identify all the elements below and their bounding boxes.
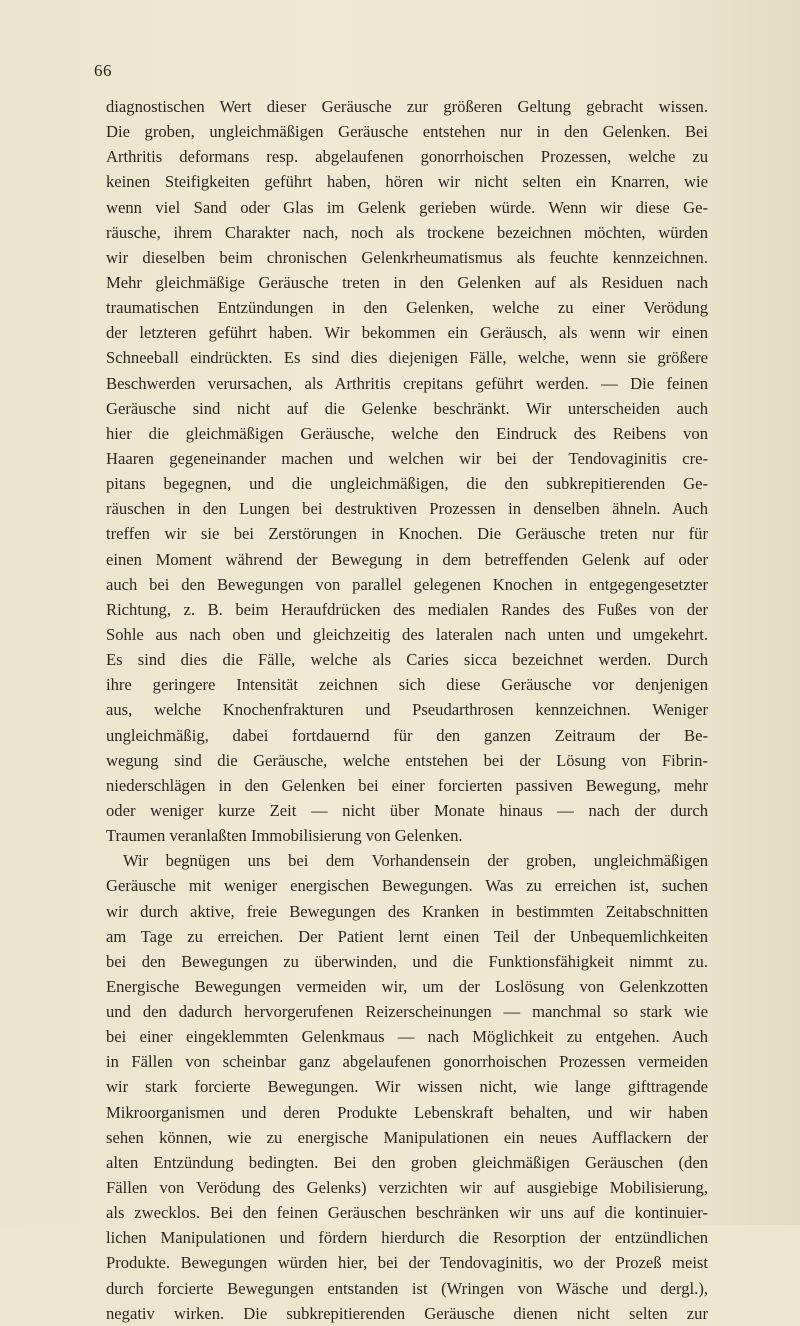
text-line: ihre geringere Intensität zeichnen sich diese Geräusche vor denjenigen (106, 675, 708, 695)
text-line: der letzteren geführt haben. Wir bekommen ein Geräusch, als wenn wir einen (106, 323, 708, 343)
text-line: Geräusche sind nicht auf die Gelenke beschränkt. Wir unterscheiden auch (106, 398, 708, 418)
text-line: alten Entzündung bedingten. Bei den groben gleichmäßigen Geräuschen (den (106, 1152, 708, 1172)
text-line: traumatischen Entzündungen in den Gelenken, welche zu einer Verödung (106, 298, 708, 318)
text-line: Mehr gleichmäßige Geräusche treten in den Gelenken auf als Residuen nach (106, 272, 708, 292)
text-line: niederschlägen in den Gelenken bei einer forcierten passiven Bewegung, mehr (106, 775, 708, 795)
text-line: Produkte. Bewegungen würden hier, bei der Tendovaginitis, wo der Prozeß meist (106, 1253, 708, 1273)
text-line: ungleichmäßig, dabei fortdauernd für den ganzen Zeitraum der Be- (106, 725, 708, 745)
text-line: wegung sind die Geräusche, welche entstehen bei der Lösung von Fibrin- (106, 750, 708, 770)
text-line: räusche, ihrem Charakter nach, noch als trockene bezeichnen möchten, würden (106, 222, 708, 242)
text-line: hier die gleichmäßigen Geräusche, welche den Eindruck des Reibens von (106, 423, 708, 443)
text-line: und den dadurch hervorgerufenen Reizerscheinungen — manchmal so stark wie (106, 1002, 708, 1022)
text-line: Sohle aus nach oben und gleichzeitig des lateralen nach unten und umgekehrt. (106, 624, 708, 644)
text-line: wir stark forcierte Bewegungen. Wir wissen nicht, wie lange gifttragende (106, 1077, 708, 1097)
text-line: Arthritis deformans resp. abgelaufenen gonorrhoischen Prozessen, welche zu (106, 147, 708, 167)
text-line: durch forcierte Bewegungen entstanden ist (Wringen von Wäsche und dergl.), (106, 1278, 708, 1298)
text-line: pitans begegnen, und die ungleichmäßigen, die den subkrepitierenden Ge- (106, 474, 708, 494)
text-line: keinen Steifigkeiten geführt haben, hören wir nicht selten ein Knarren, wie (106, 172, 708, 192)
text-line: bei einer eingeklemmten Gelenkmaus — nach Möglichkeit zu entgehen. Auch (106, 1027, 708, 1047)
text-line: als zwecklos. Bei den feinen Geräuschen beschränken wir uns auf die kontinuier- (106, 1203, 708, 1223)
text-line: Haaren gegeneinander machen und welchen wir bei der Tendovaginitis cre- (106, 448, 708, 468)
text-line: wenn viel Sand oder Glas im Gelenk gerieben würde. Wenn wir diese Ge- (106, 197, 708, 217)
text-line: räuschen in den Lungen bei destruktiven Prozessen in denselben ähneln. Auch (106, 499, 708, 519)
text-line: Beschwerden verursachen, als Arthritis crepitans geführt werden. — Die feinen (106, 373, 708, 393)
paragraph-start-line: Wir begnügen uns bei dem Vorhandensein der groben, ungleichmäßigen (123, 851, 708, 871)
text-line: wir dieselben beim chronischen Gelenkrheumatismus als feuchte kennzeichnen. (106, 247, 708, 267)
text-line: treffen wir sie bei Zerstörungen in Knochen. Die Geräusche treten nur für (106, 524, 708, 544)
text-line: Geräusche mit weniger energischen Bewegungen. Was zu erreichen ist, suchen (106, 876, 708, 896)
page-number: 66 (94, 61, 112, 80)
text-line: diagnostischen Wert dieser Geräusche zur größeren Geltung gebracht wissen. (106, 97, 708, 116)
text-line: auch bei den Bewegungen von parallel gelegenen Knochen in entgegengesetzter (106, 574, 708, 594)
text-line: Richtung, z. B. beim Heraufdrücken des medialen Randes des Fußes von der (106, 599, 708, 619)
text-line: wir durch aktive, freie Bewegungen des Kranken in bestimmten Zeitabschnitten (106, 901, 708, 921)
text-line: oder weniger kurze Zeit — nicht über Monate hinaus — nach der durch (106, 800, 708, 820)
text-line: lichen Manipulationen und fördern hierdurch die Resorption der entzündlichen (106, 1228, 708, 1248)
text-line: Die groben, ungleichmäßigen Geräusche entstehen nur in den Gelenken. Bei (106, 122, 708, 142)
text-line: negativ wirken. Die subkrepitierenden Geräusche dienen nicht selten zur (106, 1303, 708, 1323)
text-line: Mikroorganismen und deren Produkte Lebenskraft behalten, und wir haben (106, 1102, 708, 1122)
body-text (106, 94, 708, 1326)
text-line: einen Moment während der Bewegung in dem betreffenden Gelenk auf oder (106, 549, 708, 569)
text-line: Schneeball eindrückten. Es sind dies diejenigen Fälle, welche, wenn sie größere (106, 348, 708, 368)
text-line: Traumen veranlaßten Immobilisierung von Gelenken. (106, 826, 463, 846)
text-line: sehen können, wie zu energische Manipulationen ein neues Aufflackern der (106, 1127, 708, 1147)
text-line: aus, welche Knochenfrakturen und Pseudarthrosen kennzeichnen. Weniger (106, 700, 708, 720)
text-line: bei den Bewegungen zu überwinden, und die Funktionsfähigkeit nimmt zu. (106, 951, 708, 971)
text-line: in Fällen von scheinbar ganz abgelaufenen gonorrhoischen Prozessen vermeiden (106, 1052, 708, 1072)
text-line: Es sind dies die Fälle, welche als Caries sicca bezeichnet werden. Durch (106, 650, 708, 670)
text-line: Fällen von Verödung des Gelenks) verzichten wir auf ausgiebige Mobilisierung, (106, 1178, 708, 1198)
text-line: am Tage zu erreichen. Der Patient lernt einen Teil der Unbequemlichkeiten (106, 926, 708, 946)
text-line: Energische Bewegungen vermeiden wir, um der Loslösung von Gelenkzotten (106, 976, 708, 996)
